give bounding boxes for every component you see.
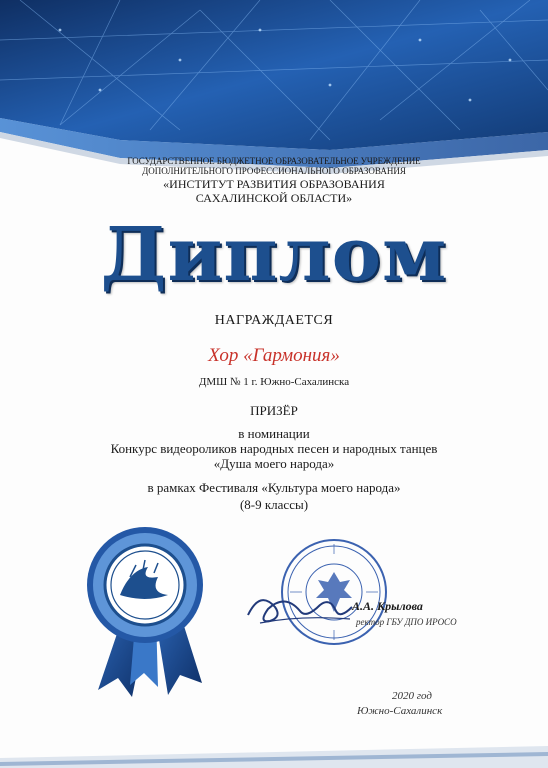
header-banner — [0, 0, 548, 175]
awarded-heading: НАГРАЖДАЕТСЯ — [214, 313, 334, 328]
grades-line: (8-9 классы) — [239, 497, 309, 512]
award-place: ПРИЗЁР — [250, 403, 298, 418]
org-name-line4: САХАЛИНСКОЙ ОБЛАСТИ» — [195, 191, 353, 205]
signer-position: ректор ГБУ ДПО ИРОСО — [356, 617, 457, 627]
recipient-name: Хор «Гармония» — [208, 345, 340, 366]
handwritten-signature-icon — [240, 585, 360, 630]
award-rosette-icon — [70, 515, 220, 700]
festival-line: в рамках Фестиваля «Культура моего народа» — [147, 480, 401, 495]
signer-name: А.А. Крылова — [352, 599, 423, 613]
diploma-title: Диплом — [100, 212, 448, 298]
nomination-line2: «Душа моего народа» — [213, 456, 335, 471]
nomination-intro: в номинации — [238, 426, 310, 441]
recipient-school: ДМШ № 1 г. Южно-Сахалинска — [198, 376, 350, 388]
footer-band — [0, 740, 548, 768]
org-name-line2: ДОПОЛНИТЕЛЬНОГО ПРОФЕССИОНАЛЬНОГО ОБРАЗОВАНИЯ — [142, 166, 406, 176]
issue-city: Южно-Сахалинск — [357, 705, 443, 717]
org-name-line1: ГОСУДАРСТВЕННОЕ БЮДЖЕТНОЕ ОБРАЗОВАТЕЛЬНОЕ УЧРЕЖДЕНИЕ — [127, 156, 421, 166]
org-name-line3: «ИНСТИТУТ РАЗВИТИЯ ОБРАЗОВАНИЯ — [163, 177, 385, 191]
nomination-line1: Конкурс видеороликов народных песен и народных танцев — [110, 441, 438, 456]
issue-year: 2020 год — [392, 690, 432, 702]
